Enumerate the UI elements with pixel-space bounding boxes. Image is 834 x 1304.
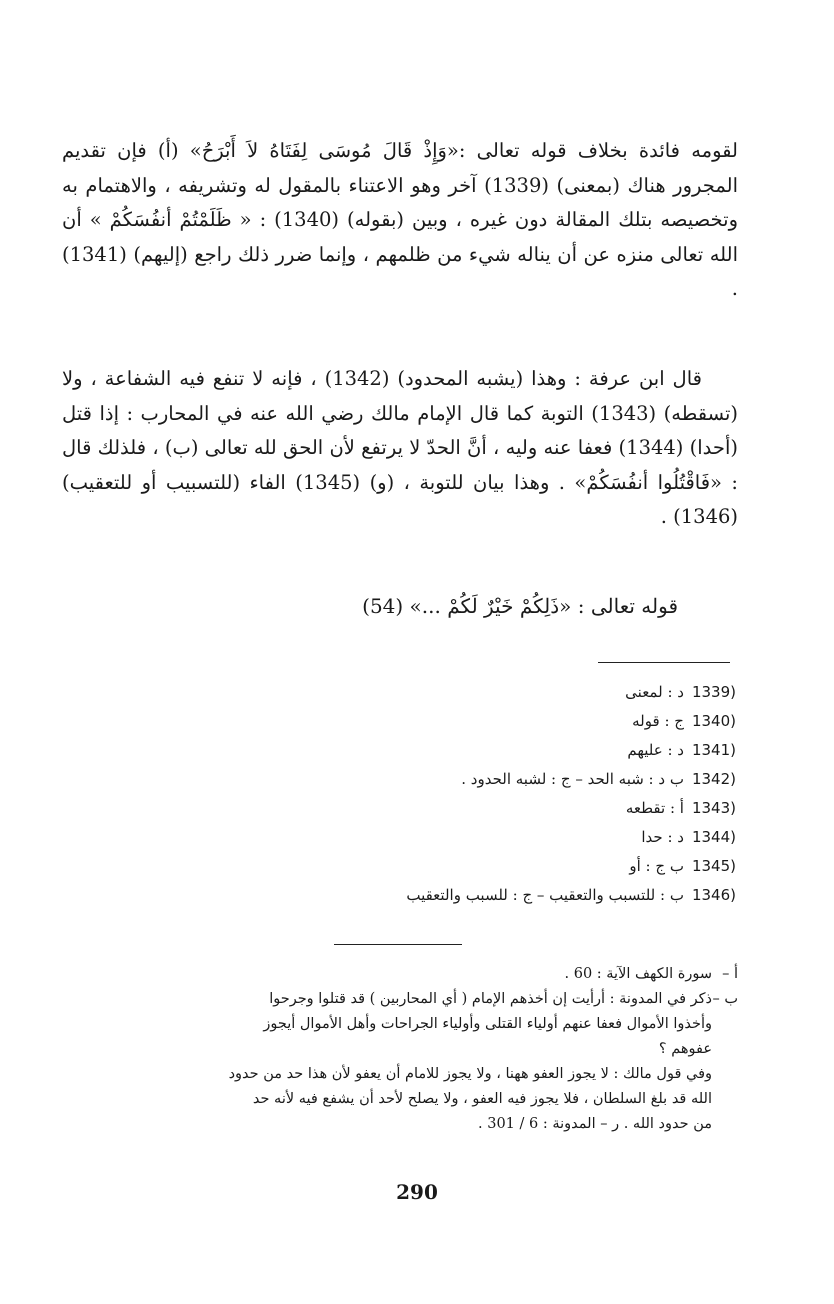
reference-body [58,987,712,1137]
variant-note [176,852,736,881]
note-text: ب د : شبه الحد – ج : لشبه الحدود . [461,770,684,788]
verse-heading: قوله تعالى : «ذَلِكُمْ خَيْرٌ لَكُمْ ...» (54) [362,594,678,618]
reference-body [58,962,712,987]
note-text: ب ج : أو [629,857,684,875]
editor-references [58,962,738,1137]
footnote-divider [598,662,730,663]
body-paragraph-2 [62,362,738,535]
note-text: ج : قوله [632,712,684,730]
reference-line: وفي قول مالك : لا يجوز العفو ههنا ، ولا يجوز للامام أن يعفو لأن هذا حد من حدود [228,1066,712,1082]
note-number: (1343 [691,799,736,817]
note-number: (1339 [691,683,736,701]
reference-line: سورة الكهف الآية : 60 . [564,966,712,982]
paragraph-1-text: لقومه فائدة بخلاف قوله تعالى :«وَإِذْ قَالَ مُوسَى لِفَتَاهُ لاَ أَبْرَحُ» (أ) فإن تقديم المجرور هناك (بمعنى) (1339) آخر وهو الاعتناء بالمقول له وتشريفه ، والاهتمام به وتخصيصه بتلك المقالة دون غيره ، وبين (بقوله) (1340) : « ظَلَمْتُمْ أنفُسَكُمْ » أن الله تعالى منزه عن أن يناله شيء من ظلمهم ، وإنما ضرر ذلك راجع (إليهم) (1341) . [62,139,738,300]
reference-divider [334,944,462,945]
note-text: د : حدا [641,828,684,846]
variant-note [176,678,736,707]
reference-line: عفوهم ؟ [658,1041,712,1057]
note-number: (1340 [691,712,736,730]
variant-note [176,794,736,823]
variant-note [176,881,736,910]
note-text: ب : للتسبب والتعقيب – ج : للسبب والتعقيب [406,886,684,904]
variant-note [176,736,736,765]
note-number: (1344 [691,828,736,846]
note-number: (1342 [691,770,736,788]
note-number: (1341 [691,741,736,759]
page-number: 290 [396,1180,438,1204]
note-number: (1346 [691,886,736,904]
body-paragraph-1 [62,134,738,307]
note-number: (1345 [691,857,736,875]
note-text: د : لمعنى [625,683,684,701]
reference-item [58,987,738,1137]
variant-notes [176,678,736,910]
reference-mark: أ – [722,966,738,982]
note-text: د : عليهم [627,741,684,759]
variant-note [176,765,736,794]
reference-mark: ب – [712,991,738,1007]
reference-line: وأخذوا الأموال فعفا عنهم أولياء القتلى وأولياء الجراحات وأهل الأموال أيجوز [263,1016,712,1032]
reference-line: الله قد بلغ السلطان ، فلا يجوز فيه العفو ، ولا يصلح لأحد أن يشفع فيه لأنه حد [252,1091,712,1107]
reference-line: من حدود الله . ر – المدونة : 6 / 301 . [478,1116,712,1132]
reference-item [58,962,738,987]
variant-note [176,707,736,736]
paragraph-2-text: قال ابن عرفة : وهذا (يشبه المحدود) (1342) ، فإنه لا تنفع فيه الشفاعة ، ولا (تسقطه) (1343) التوبة كما قال الإمام مالك رضي الله عنه في المحارب : إذا قتل (أحدا) (1344) فعفا عنه وليه ، أنَّ الحدّ لا يرتفع لأن الحق لله تعالى (ب) ، فلذلك قال : «فَاقْتُلُوا أنفُسَكُمْ» . وهذا بيان للتوبة ، (و) (1345) الفاء (للتسبيب أو للتعقيب) (1346) . [62,367,738,528]
variant-note [176,823,736,852]
note-text: أ : تقطعه [625,799,684,817]
reference-line: ذكر في المدونة : أرأيت إن أخذهم الإمام ( أي المحاربين ) قد قتلوا وجرحوا [269,991,712,1007]
